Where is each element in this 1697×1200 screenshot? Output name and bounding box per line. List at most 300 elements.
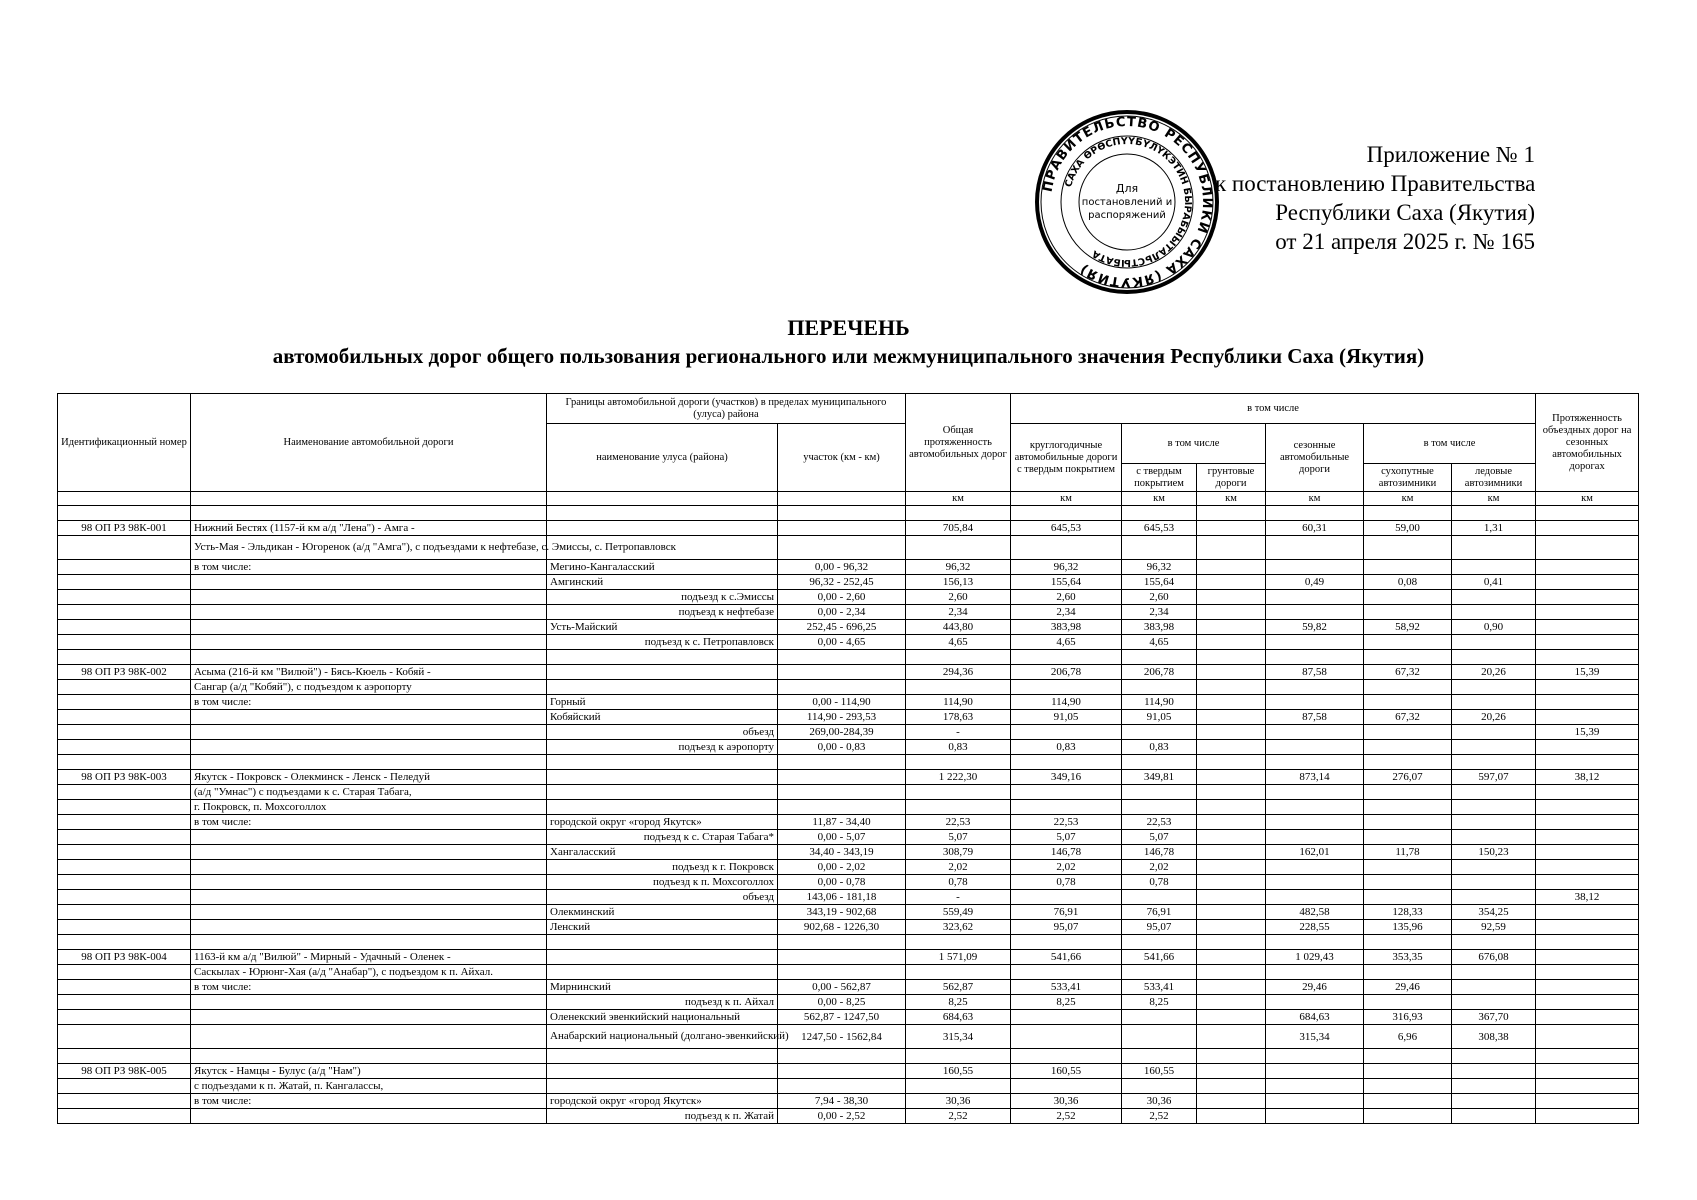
- empty-cell: [547, 650, 778, 665]
- cell-allyear: [1011, 1079, 1122, 1094]
- cell-total: 156,13: [906, 575, 1011, 590]
- cell-dirt: [1197, 1079, 1266, 1094]
- cell-dirt: [1197, 710, 1266, 725]
- cell-land-winter: 67,32: [1364, 665, 1452, 680]
- cell-id: [58, 710, 191, 725]
- cell-land-winter: 11,78: [1364, 845, 1452, 860]
- cell-ulus: [547, 521, 778, 536]
- empty-cell: [1266, 935, 1364, 950]
- cell-name: [191, 875, 547, 890]
- cell-id: [58, 1025, 191, 1049]
- cell-total: 443,80: [906, 620, 1011, 635]
- cell-seasonal: [1266, 680, 1364, 695]
- cell-allyear: 96,32: [1011, 560, 1122, 575]
- cell-ice-winter: 354,25: [1452, 905, 1536, 920]
- empty-cell: [906, 650, 1011, 665]
- cell-paved: 91,05: [1122, 710, 1197, 725]
- cell-paved: 645,53: [1122, 521, 1197, 536]
- cell-ulus: [547, 785, 778, 800]
- cell-detour: [1536, 1064, 1639, 1079]
- cell-name: [191, 575, 547, 590]
- cell-ice-winter: 597,07: [1452, 770, 1536, 785]
- cell-name: Якутск - Намцы - Булус (а/д "Нам"): [191, 1064, 547, 1079]
- table-row: [58, 965, 1639, 980]
- cell-dirt: [1197, 785, 1266, 800]
- cell-name: [191, 725, 547, 740]
- empty-cell: [778, 650, 906, 665]
- cell-land-winter: [1364, 590, 1452, 605]
- cell-ulus: [547, 965, 778, 980]
- cell-dirt: [1197, 980, 1266, 995]
- empty-cell: [58, 506, 191, 521]
- cell-seasonal: [1266, 1079, 1364, 1094]
- cell-seasonal: [1266, 830, 1364, 845]
- appendix-line-2: к постановлению Правительства: [1215, 171, 1536, 196]
- appendix-block: [1215, 140, 1535, 256]
- cell-ice-winter: [1452, 560, 1536, 575]
- cell-id: [58, 800, 191, 815]
- cell-segment: [778, 536, 906, 560]
- cell-paved: 2,34: [1122, 605, 1197, 620]
- cell-seasonal: [1266, 635, 1364, 650]
- header-ice-winter: ледовые автозимники: [1452, 464, 1536, 492]
- cell-land-winter: [1364, 965, 1452, 980]
- empty-cell: [1364, 650, 1452, 665]
- empty-cell: [1197, 755, 1266, 770]
- cell-allyear: 2,34: [1011, 605, 1122, 620]
- cell-land-winter: [1364, 536, 1452, 560]
- cell-name: [191, 1010, 547, 1025]
- cell-seasonal: 87,58: [1266, 665, 1364, 680]
- cell-detour: [1536, 620, 1639, 635]
- cell-land-winter: 67,32: [1364, 710, 1452, 725]
- empty-cell: [1122, 935, 1197, 950]
- government-seal: [1033, 108, 1221, 296]
- cell-ulus: Мегино-Кангаласский: [547, 560, 778, 575]
- empty-cell: [1266, 1049, 1364, 1064]
- cell-segment: 96,32 - 252,45: [778, 575, 906, 590]
- empty-cell: [1011, 506, 1122, 521]
- cell-total: 2,34: [906, 605, 1011, 620]
- cell-paved: [1122, 965, 1197, 980]
- cell-ice-winter: 1,31: [1452, 521, 1536, 536]
- cell-detour: [1536, 575, 1639, 590]
- cell-seasonal: 684,63: [1266, 1010, 1364, 1025]
- unit-total: км: [906, 492, 1011, 506]
- cell-detour: [1536, 950, 1639, 965]
- cell-ulus: Ленский: [547, 920, 778, 935]
- empty-cell: [1011, 1049, 1122, 1064]
- appendix-line-1: Приложение № 1: [1366, 142, 1535, 167]
- empty-cell: [1536, 506, 1639, 521]
- cell-ice-winter: [1452, 1109, 1536, 1124]
- cell-ice-winter: [1452, 1094, 1536, 1109]
- cell-id: 98 ОП РЗ 98К-002: [58, 665, 191, 680]
- cell-segment: [778, 800, 906, 815]
- cell-seasonal: [1266, 890, 1364, 905]
- cell-dirt: [1197, 665, 1266, 680]
- empty-cell: [1122, 1049, 1197, 1064]
- cell-allyear: 206,78: [1011, 665, 1122, 680]
- cell-allyear: 0,78: [1011, 875, 1122, 890]
- spacer-row: [58, 935, 1639, 950]
- cell-segment: [778, 950, 906, 965]
- spacer-row: [58, 650, 1639, 665]
- cell-total: [906, 785, 1011, 800]
- cell-paved: 76,91: [1122, 905, 1197, 920]
- cell-allyear: [1011, 536, 1122, 560]
- cell-detour: [1536, 1109, 1639, 1124]
- cell-seasonal: [1266, 590, 1364, 605]
- cell-dirt: [1197, 1109, 1266, 1124]
- cell-paved: 206,78: [1122, 665, 1197, 680]
- cell-detour: [1536, 740, 1639, 755]
- header-land-winter: сухопутные автозимники: [1364, 464, 1452, 492]
- cell-id: [58, 1079, 191, 1094]
- cell-name: [191, 845, 547, 860]
- table-header: [58, 394, 1639, 506]
- cell-total: 114,90: [906, 695, 1011, 710]
- cell-segment: [778, 665, 906, 680]
- empty-cell: [1364, 1049, 1452, 1064]
- cell-allyear: 2,60: [1011, 590, 1122, 605]
- cell-segment: 11,87 - 34,40: [778, 815, 906, 830]
- empty-cell: [778, 935, 906, 950]
- cell-name: в том числе:: [191, 1094, 547, 1109]
- cell-id: [58, 1094, 191, 1109]
- cell-land-winter: [1364, 635, 1452, 650]
- cell-id: [58, 845, 191, 860]
- cell-name: [191, 920, 547, 935]
- cell-ulus: Горный: [547, 695, 778, 710]
- cell-segment: [778, 1064, 906, 1079]
- cell-ulus: Олекминский: [547, 905, 778, 920]
- cell-ice-winter: [1452, 995, 1536, 1010]
- empty-cell: [58, 1049, 191, 1064]
- cell-ice-winter: [1452, 875, 1536, 890]
- cell-dirt: [1197, 635, 1266, 650]
- cell-dirt: [1197, 800, 1266, 815]
- unit-seasonal: км: [1266, 492, 1364, 506]
- cell-total: 96,32: [906, 560, 1011, 575]
- cell-segment: 1247,50 - 1562,84: [778, 1025, 906, 1049]
- cell-ice-winter: 308,38: [1452, 1025, 1536, 1049]
- cell-seasonal: [1266, 1109, 1364, 1124]
- cell-name: Нижний Бестях (1157-й км а/д "Лена") - Амга -: [191, 521, 547, 536]
- cell-name: в том числе:: [191, 980, 547, 995]
- cell-segment: 7,94 - 38,30: [778, 1094, 906, 1109]
- empty-cell: [547, 935, 778, 950]
- cell-land-winter: [1364, 1079, 1452, 1094]
- cell-id: [58, 965, 191, 980]
- cell-name: в том числе:: [191, 560, 547, 575]
- cell-ice-winter: 150,23: [1452, 845, 1536, 860]
- empty-cell: [1197, 650, 1266, 665]
- cell-dirt: [1197, 1010, 1266, 1025]
- cell-detour: [1536, 680, 1639, 695]
- empty-cell: [1452, 935, 1536, 950]
- cell-allyear: 8,25: [1011, 995, 1122, 1010]
- cell-land-winter: [1364, 695, 1452, 710]
- cell-allyear: 2,52: [1011, 1109, 1122, 1124]
- table-row: [58, 920, 1639, 935]
- cell-ulus: подъезд к с.Эмиссы: [547, 590, 778, 605]
- cell-ice-winter: [1452, 695, 1536, 710]
- empty-cell: [1266, 755, 1364, 770]
- table-row: [58, 590, 1639, 605]
- unit-ice: км: [1452, 492, 1536, 506]
- cell-id: [58, 590, 191, 605]
- cell-name: [191, 620, 547, 635]
- cell-id: 98 ОП РЗ 98К-004: [58, 950, 191, 965]
- cell-total: 22,53: [906, 815, 1011, 830]
- cell-name: [191, 590, 547, 605]
- table-row: [58, 830, 1639, 845]
- cell-total: [906, 536, 1011, 560]
- cell-ulus: Мирнинский: [547, 980, 778, 995]
- cell-seasonal: [1266, 875, 1364, 890]
- cell-detour: [1536, 965, 1639, 980]
- cell-paved: 2,52: [1122, 1109, 1197, 1124]
- header-allyear: круглогодичные автомобильные дороги с твердым покрытием: [1011, 424, 1122, 492]
- cell-paved: [1122, 725, 1197, 740]
- cell-detour: [1536, 1010, 1639, 1025]
- cell-ice-winter: [1452, 890, 1536, 905]
- cell-ulus: [547, 680, 778, 695]
- table-row: [58, 890, 1639, 905]
- cell-id: [58, 1109, 191, 1124]
- cell-dirt: [1197, 536, 1266, 560]
- cell-id: [58, 695, 191, 710]
- cell-total: 160,55: [906, 1064, 1011, 1079]
- header-id: Идентификационный номер: [58, 394, 191, 492]
- cell-total: 5,07: [906, 830, 1011, 845]
- cell-name: с подъездами к п. Жатай, п. Кангалассы,: [191, 1079, 547, 1094]
- table-row: [58, 665, 1639, 680]
- cell-dirt: [1197, 725, 1266, 740]
- cell-ulus: [547, 950, 778, 965]
- table-row: [58, 875, 1639, 890]
- cell-ulus: [547, 770, 778, 785]
- cell-land-winter: [1364, 680, 1452, 695]
- empty-cell: [1364, 755, 1452, 770]
- cell-id: 98 ОП РЗ 98К-001: [58, 521, 191, 536]
- cell-id: [58, 575, 191, 590]
- cell-ice-winter: [1452, 800, 1536, 815]
- cell-seasonal: 60,31: [1266, 521, 1364, 536]
- cell-paved: 146,78: [1122, 845, 1197, 860]
- cell-id: [58, 920, 191, 935]
- cell-id: [58, 635, 191, 650]
- cell-ice-winter: [1452, 1064, 1536, 1079]
- cell-land-winter: 316,93: [1364, 1010, 1452, 1025]
- cell-ice-winter: [1452, 635, 1536, 650]
- cell-ulus: [547, 1079, 778, 1094]
- empty-cell: [1536, 935, 1639, 950]
- table-row: [58, 1064, 1639, 1079]
- cell-dirt: [1197, 905, 1266, 920]
- cell-id: [58, 995, 191, 1010]
- cell-seasonal: [1266, 860, 1364, 875]
- cell-land-winter: 6,96: [1364, 1025, 1452, 1049]
- cell-total: 559,49: [906, 905, 1011, 920]
- cell-ulus: подъезд к г. Покровск: [547, 860, 778, 875]
- cell-name: Якутск - Покровск - Олекминск - Ленск - Пеледуй: [191, 770, 547, 785]
- cell-paved: 533,41: [1122, 980, 1197, 995]
- header-dirt: грунтовые дороги: [1197, 464, 1266, 492]
- cell-seasonal: 0,49: [1266, 575, 1364, 590]
- cell-name: Асыма (216-й км "Вилюй") - Бясь-Кюель - Кобяй -: [191, 665, 547, 680]
- cell-allyear: [1011, 890, 1122, 905]
- cell-dirt: [1197, 965, 1266, 980]
- cell-ulus: подъезд к нефтебазе: [547, 605, 778, 620]
- cell-id: [58, 1010, 191, 1025]
- cell-segment: 0,00 - 2,02: [778, 860, 906, 875]
- cell-ulus: подъезд к п. Айхал: [547, 995, 778, 1010]
- cell-id: [58, 830, 191, 845]
- cell-land-winter: [1364, 560, 1452, 575]
- appendix-line-3: Республики Саха (Якутия): [1275, 200, 1535, 225]
- empty-cell: [191, 1049, 547, 1064]
- cell-allyear: 541,66: [1011, 950, 1122, 965]
- cell-paved: 2,60: [1122, 590, 1197, 605]
- empty-cell: [906, 506, 1011, 521]
- empty-cell: [1122, 506, 1197, 521]
- empty-cell: [191, 506, 547, 521]
- cell-seasonal: 59,82: [1266, 620, 1364, 635]
- cell-segment: [778, 1079, 906, 1094]
- empty-cell: [1197, 506, 1266, 521]
- cell-segment: 0,00 - 0,78: [778, 875, 906, 890]
- cell-paved: 160,55: [1122, 1064, 1197, 1079]
- cell-segment: 34,40 - 343,19: [778, 845, 906, 860]
- cell-segment: [778, 785, 906, 800]
- cell-detour: 38,12: [1536, 890, 1639, 905]
- cell-land-winter: [1364, 1109, 1452, 1124]
- cell-dirt: [1197, 950, 1266, 965]
- cell-name: [191, 635, 547, 650]
- cell-land-winter: [1364, 740, 1452, 755]
- cell-allyear: 383,98: [1011, 620, 1122, 635]
- cell-detour: [1536, 920, 1639, 935]
- cell-name: [191, 995, 547, 1010]
- cell-land-winter: 0,08: [1364, 575, 1452, 590]
- cell-segment: 0,00 - 114,90: [778, 695, 906, 710]
- cell-paved: 155,64: [1122, 575, 1197, 590]
- cell-name: [191, 905, 547, 920]
- cell-detour: [1536, 995, 1639, 1010]
- cell-seasonal: 315,34: [1266, 1025, 1364, 1049]
- cell-dirt: [1197, 605, 1266, 620]
- cell-land-winter: 58,92: [1364, 620, 1452, 635]
- seal-inner-text: САХА ӨРӨСПҮҮБҮЛҮКЭТИН БЫРАБЫЫТАЛЬСТЫБАТА: [1063, 135, 1194, 269]
- cell-total: 294,36: [906, 665, 1011, 680]
- cell-name: [191, 710, 547, 725]
- empty-cell: [778, 755, 906, 770]
- cell-total: 562,87: [906, 980, 1011, 995]
- cell-allyear: [1011, 965, 1122, 980]
- header-seasonal: сезонные автомобильные дороги: [1266, 424, 1364, 492]
- table-row: [58, 635, 1639, 650]
- empty-cell: [1122, 755, 1197, 770]
- seal-center-2: постановлений и: [1081, 197, 1173, 208]
- cell-allyear: 645,53: [1011, 521, 1122, 536]
- cell-total: 1 222,30: [906, 770, 1011, 785]
- cell-allyear: 160,55: [1011, 1064, 1122, 1079]
- cell-allyear: 2,02: [1011, 860, 1122, 875]
- cell-total: 1 571,09: [906, 950, 1011, 965]
- cell-ice-winter: 20,26: [1452, 710, 1536, 725]
- empty-cell: [1452, 506, 1536, 521]
- table-row: [58, 845, 1639, 860]
- cell-total: 4,65: [906, 635, 1011, 650]
- empty-cell: [58, 650, 191, 665]
- cell-ulus: Кобяйский: [547, 710, 778, 725]
- spacer-row: [58, 506, 1639, 521]
- cell-dirt: [1197, 890, 1266, 905]
- cell-detour: [1536, 590, 1639, 605]
- cell-total: -: [906, 725, 1011, 740]
- cell-name: [191, 605, 547, 620]
- table-row: [58, 560, 1639, 575]
- cell-land-winter: 59,00: [1364, 521, 1452, 536]
- cell-allyear: 22,53: [1011, 815, 1122, 830]
- cell-allyear: 146,78: [1011, 845, 1122, 860]
- cell-dirt: [1197, 1094, 1266, 1109]
- cell-dirt: [1197, 815, 1266, 830]
- cell-name: Сангар (а/д "Кобяй"), с подъездом к аэропорту: [191, 680, 547, 695]
- cell-segment: 0,00 - 562,87: [778, 980, 906, 995]
- cell-ulus: Хангаласский: [547, 845, 778, 860]
- cell-detour: [1536, 536, 1639, 560]
- table-row: [58, 770, 1639, 785]
- cell-paved: [1122, 800, 1197, 815]
- cell-detour: [1536, 695, 1639, 710]
- cell-total: [906, 800, 1011, 815]
- cell-paved: 30,36: [1122, 1094, 1197, 1109]
- cell-land-winter: 353,35: [1364, 950, 1452, 965]
- cell-segment: 902,68 - 1226,30: [778, 920, 906, 935]
- cell-ulus: городской округ «город Якутск»: [547, 1094, 778, 1109]
- cell-dirt: [1197, 770, 1266, 785]
- cell-dirt: [1197, 860, 1266, 875]
- cell-ice-winter: [1452, 536, 1536, 560]
- cell-segment: 0,00 - 4,65: [778, 635, 906, 650]
- cell-id: [58, 785, 191, 800]
- cell-detour: [1536, 860, 1639, 875]
- cell-allyear: 155,64: [1011, 575, 1122, 590]
- cell-id: [58, 740, 191, 755]
- empty-cell: [547, 755, 778, 770]
- cell-allyear: [1011, 785, 1122, 800]
- empty-cell: [191, 935, 547, 950]
- cell-id: [58, 905, 191, 920]
- cell-segment: 0,00 - 0,83: [778, 740, 906, 755]
- cell-seasonal: [1266, 536, 1364, 560]
- empty-cell: [1197, 935, 1266, 950]
- empty-cell: [1536, 1049, 1639, 1064]
- table-row: [58, 1094, 1639, 1109]
- cell-name: [191, 860, 547, 875]
- cell-paved: 383,98: [1122, 620, 1197, 635]
- cell-ice-winter: [1452, 680, 1536, 695]
- cell-dirt: [1197, 845, 1266, 860]
- cell-total: 2,52: [906, 1109, 1011, 1124]
- spacer-row: [58, 755, 1639, 770]
- cell-allyear: 4,65: [1011, 635, 1122, 650]
- cell-allyear: 0,83: [1011, 740, 1122, 755]
- cell-paved: 5,07: [1122, 830, 1197, 845]
